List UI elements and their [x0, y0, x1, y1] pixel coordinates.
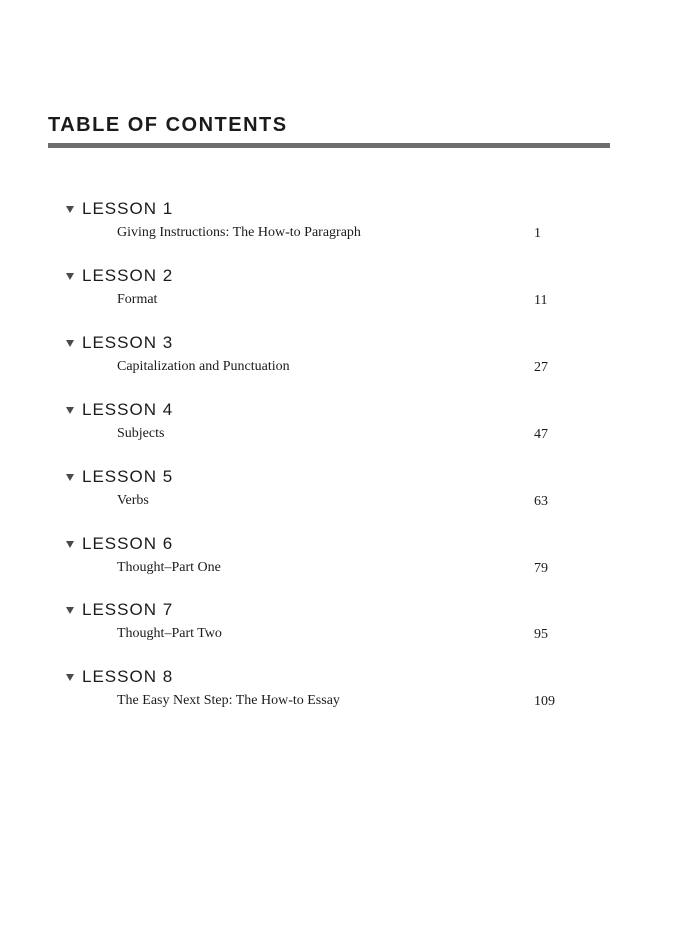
lesson-topic: Thought–Part Two [117, 626, 222, 641]
page-number: 95 [534, 627, 548, 642]
lesson-label: LESSON 6 [82, 534, 174, 553]
toc-entry-lesson-6[interactable] [66, 534, 586, 584]
page-number: 11 [534, 293, 548, 308]
lesson-topic: Format [117, 292, 158, 307]
triangle-down-icon [66, 273, 74, 280]
lesson-heading [66, 199, 173, 219]
lesson-topic: Verbs [117, 493, 149, 508]
lesson-topic: Thought–Part One [117, 560, 221, 575]
lesson-topic: The Easy Next Step: The How-to Essay [117, 693, 340, 708]
triangle-down-icon [66, 541, 74, 548]
lesson-heading [66, 400, 173, 420]
toc-entry-lesson-8[interactable] [66, 667, 586, 717]
toc-entry-lesson-5[interactable] [66, 467, 586, 517]
lesson-heading [66, 600, 173, 620]
title-rule [48, 143, 610, 148]
triangle-down-icon [66, 674, 74, 681]
page-number: 63 [534, 494, 548, 509]
page-number: 109 [534, 694, 555, 709]
toc-entry-lesson-3[interactable] [66, 333, 586, 383]
lesson-label: LESSON 7 [82, 600, 174, 619]
page-title: TABLE OF CONTENTS [48, 114, 288, 136]
toc-entry-lesson-1[interactable] [66, 199, 586, 249]
lesson-topic: Subjects [117, 426, 165, 441]
lesson-heading [66, 266, 173, 286]
lesson-label: LESSON 4 [82, 400, 174, 419]
triangle-down-icon [66, 340, 74, 347]
lesson-heading [66, 467, 173, 487]
lesson-label: LESSON 5 [82, 467, 174, 486]
page-number: 47 [534, 427, 548, 442]
lesson-label: LESSON 3 [82, 333, 174, 352]
toc-entry-lesson-7[interactable] [66, 600, 586, 650]
page-number: 79 [534, 561, 548, 576]
lesson-topic: Capitalization and Punctuation [117, 359, 290, 374]
triangle-down-icon [66, 206, 74, 213]
lesson-heading [66, 333, 173, 353]
triangle-down-icon [66, 607, 74, 614]
lesson-label: LESSON 2 [82, 266, 174, 285]
lesson-heading [66, 667, 173, 687]
toc-entry-lesson-4[interactable] [66, 400, 586, 450]
page-number: 27 [534, 360, 548, 375]
lesson-topic: Giving Instructions: The How-to Paragraph [117, 225, 361, 240]
lesson-label: LESSON 8 [82, 667, 174, 686]
lesson-label: LESSON 1 [82, 199, 174, 218]
triangle-down-icon [66, 407, 74, 414]
lesson-heading [66, 534, 173, 554]
page-number: 1 [534, 226, 541, 241]
toc-entry-lesson-2[interactable] [66, 266, 586, 316]
triangle-down-icon [66, 474, 74, 481]
